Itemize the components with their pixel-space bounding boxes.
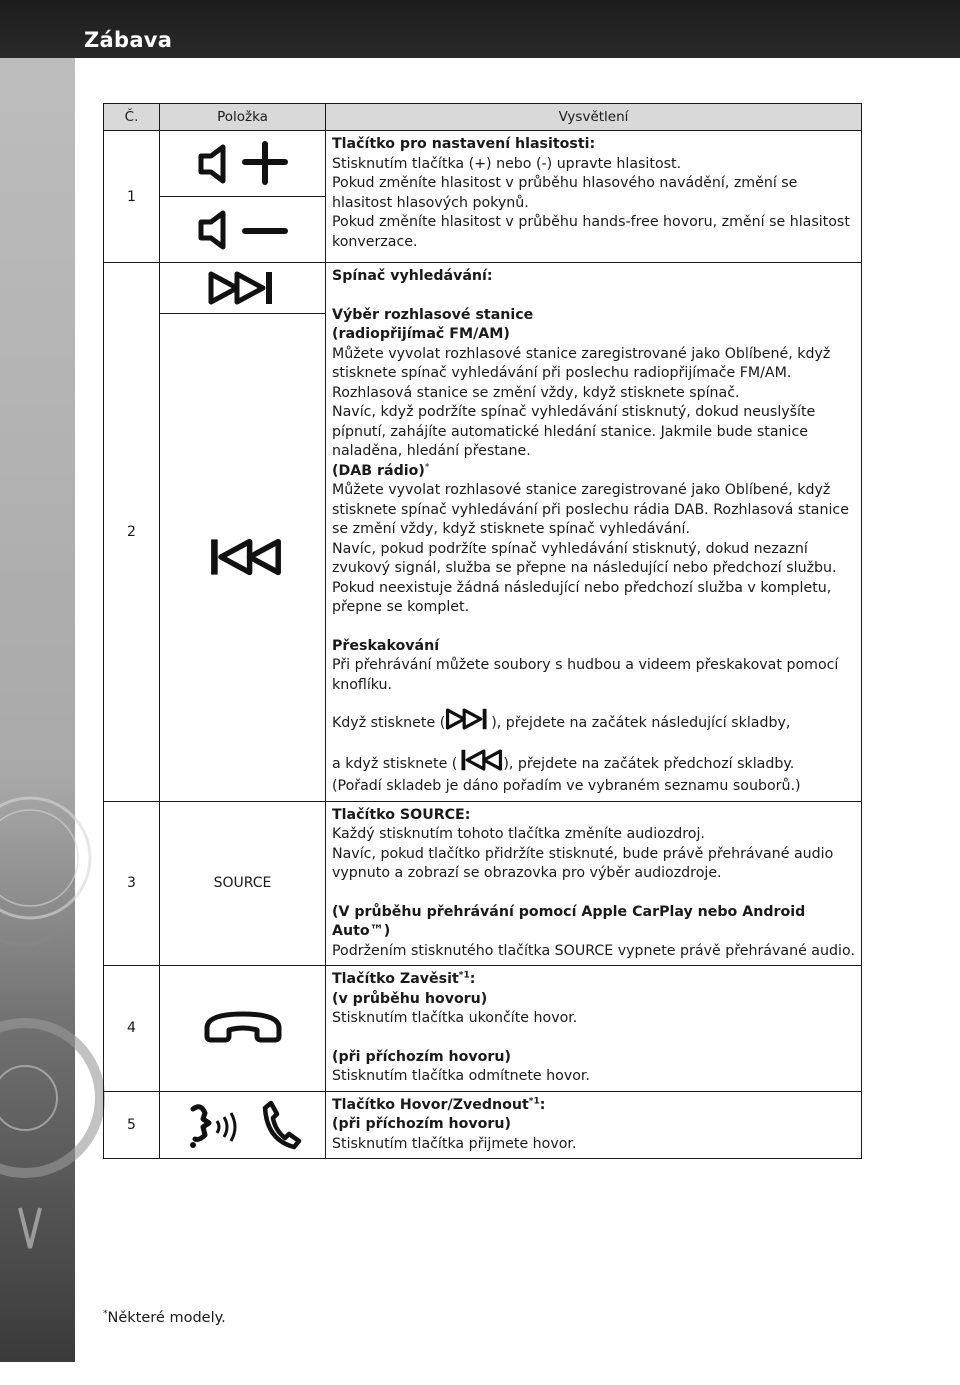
pick-up-phone-icon xyxy=(261,1100,301,1150)
paragraph: Podržením stisknutého tlačítka SOURCE vypnete právě přehrávané audio. xyxy=(332,942,855,959)
paragraph: Stisknutím tlačítka odmítnete hovor. xyxy=(332,1068,590,1084)
dashboard-illustration-icon xyxy=(0,58,75,1362)
volume-up-icon xyxy=(193,144,293,184)
table-row xyxy=(104,263,862,314)
talk-pickup-title: Tlačítko Hovor/Zvednout$^{*1}$: xyxy=(332,1095,546,1113)
paragraph: Můžete vyvolat rozhlasové stanice zaregistrované jako Oblíbené, když stisknete spínač vyhledávání při poslechu radiopřijímače FM/AM. Rozhlasová stanice se změní vždy, když stisknete spínač. xyxy=(332,345,831,401)
seek-backward-icon xyxy=(203,535,283,579)
hang-up-title: Tlačítko Zavěsit$^{*1}$: xyxy=(332,970,476,987)
explanation-cell xyxy=(326,801,862,966)
volume-down-icon xyxy=(193,210,293,250)
table-row xyxy=(104,1091,862,1159)
table-header-row xyxy=(104,104,862,131)
paragraph: Navíc, když podržíte spínač vyhledávání stisknutý, dokud neuslyšíte pípnutí, zahájíte automatické hledání stanice. Jakmile bude stanice naladěna, hledání přestane. xyxy=(332,404,816,459)
section-title: Zábava xyxy=(84,28,173,52)
page-header xyxy=(0,0,960,58)
row-number: 4 xyxy=(104,966,160,1092)
paragraph: Navíc, pokud podržíte spínač vyhledávání stisknutý, dokud nezazní zvukový signál, služba se přepne na následující nebo předchozí službu. Pokud neexistuje žádná následující nebo předchozí služba v kompletu, přepne se komplet. xyxy=(332,540,837,615)
source-label: SOURCE xyxy=(160,801,326,966)
table-row xyxy=(104,966,862,1092)
footnote: *Některé modely. xyxy=(103,1309,226,1326)
col-header-item: Položka xyxy=(160,104,326,131)
paragraph: Každý stisknutím tohoto tlačítka změníte audiozdroj. xyxy=(332,826,705,842)
seek-forward-icon xyxy=(207,268,279,308)
paragraph: Navíc, pokud tlačítko přidržíte stisknuté, bude právě přehrávané audio vypnuto a zobrazí se obrazovka pro výběr audiozdroje. xyxy=(332,845,834,881)
volume-down-cell xyxy=(160,197,326,263)
paragraph: Můžete vyvolat rozhlasové stanice zaregistrované jako Oblíbené, když stisknete spínač vyhledávání při poslechu rádia DAB. Rozhlasová stanice se změní vždy, když stisknete spínač vyhledávání. xyxy=(332,482,849,537)
row-number: 3 xyxy=(104,801,160,966)
explanation-cell xyxy=(326,263,862,802)
text-line: Pokud změníte hlasitost v průběhu hands-free hovoru, změní se hlasitost konverzace. xyxy=(332,214,850,250)
talk-pickup-cell xyxy=(160,1091,326,1159)
seek-forward-icon xyxy=(445,705,491,733)
paragraph: Při přehrávání můžete soubory s hudbou a videem přeskakovat pomocí knoflíku. xyxy=(332,657,839,693)
table-row xyxy=(104,131,862,197)
subheading: (při příchozím hovoru) xyxy=(332,1048,511,1065)
seek-title: Spínač vyhledávání: xyxy=(332,268,493,284)
col-header-explanation: Vysvětlení xyxy=(326,104,862,131)
text-line: Stisknutím tlačítka (+) nebo (-) upravte hlasitost. xyxy=(332,155,682,172)
subheading: (V průběhu přehrávání pomocí Apple CarPlay nebo Android Auto™) xyxy=(332,903,806,939)
subheading: Výběr rozhlasové stanice xyxy=(332,306,534,323)
explanation-cell xyxy=(326,966,862,1092)
paragraph: (Pořadí skladeb je dáno pořadím ve vybraném seznamu souborů.) xyxy=(332,778,801,794)
seek-backward-cell xyxy=(160,314,326,802)
subheading: (DAB rádio)* xyxy=(332,461,430,479)
row-number: 2 xyxy=(104,263,160,802)
volume-up-cell xyxy=(160,131,326,197)
source-title: Tlačítko SOURCE: xyxy=(332,806,471,823)
paragraph: Když stisknete ( ), přejdete na začátek následující skladby, xyxy=(332,705,855,736)
row-number: 1 xyxy=(104,131,160,263)
table-row xyxy=(104,801,862,966)
subheading: (v průběhu hovoru) xyxy=(332,990,488,1007)
row-number: 5 xyxy=(104,1091,160,1159)
paragraph: a když stisknete ( ), přejdete na začátek předchozí skladby. xyxy=(332,746,855,777)
page-number: 5-12 xyxy=(18,1360,68,1385)
text-line: Pokud změníte hlasitost v průběhu hlasového navádění, změní se hlasitost hlasových pokynů. xyxy=(332,175,798,211)
hang-up-icon xyxy=(201,1010,285,1046)
subheading: Přeskakování xyxy=(332,637,440,654)
col-header-number: Č. xyxy=(104,104,160,131)
paragraph: Stisknutím tlačítka ukončíte hovor. xyxy=(332,1010,578,1026)
sidebar-decoration xyxy=(0,58,75,1385)
seek-forward-cell xyxy=(160,263,326,314)
explanation-cell xyxy=(326,1091,862,1159)
explanation-cell xyxy=(326,131,862,263)
controls-table xyxy=(103,103,862,1159)
voice-talk-icon xyxy=(185,1101,241,1149)
paragraph: Stisknutím tlačítka přijmete hovor. xyxy=(332,1135,577,1152)
hang-up-cell xyxy=(160,966,326,1092)
subheading: (při příchozím hovoru) xyxy=(332,1116,511,1132)
seek-backward-icon xyxy=(457,746,503,774)
volume-title: Tlačítko pro nastavení hlasitosti: xyxy=(332,136,596,152)
subheading: (radiopřijímač FM/AM) xyxy=(332,326,510,342)
